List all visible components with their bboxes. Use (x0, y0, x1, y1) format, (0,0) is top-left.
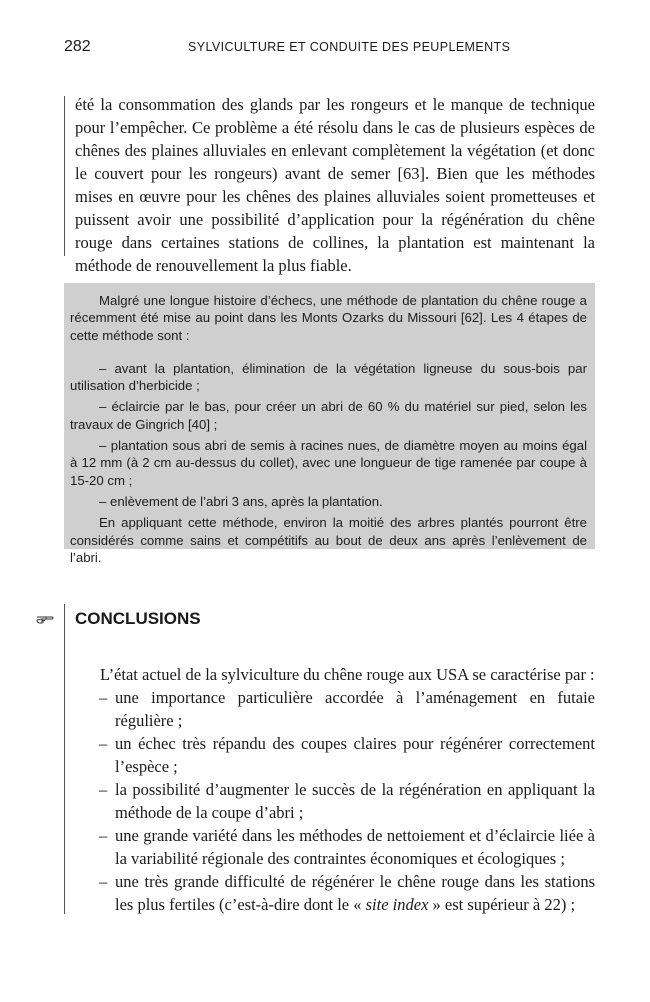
site-index-term: site index (365, 895, 429, 914)
margin-rule (64, 604, 65, 914)
conclusions-list (75, 686, 595, 916)
box-step: – éclaircie par le bas, pour créer un abri de 60 % du matériel sur pied, selon les travaux de Gingrich [40] ; (70, 399, 587, 432)
page-header (64, 38, 594, 58)
running-title: SYLVICULTURE ET CONDUITE DES PEUPLEMENTS (188, 40, 511, 54)
list-item: – une très grande difficulté de régénérer le chêne rouge dans les stations les plus fertiles (c’est-à-dire dont le « site index » est supérieur à 22) ; (99, 872, 595, 914)
box-closing: En appliquant cette méthode, environ la moitié des arbres plantés pourront être considérés comme sains et compétitifs au bout de deux ans après l’enlèvement de l’abri. (70, 515, 587, 565)
intro-paragraph: été la consommation des glands par les rongeurs et le manque de technique pour l’empêcher. Ce problème a été résolu dans le cas de plusieurs espèces de chênes des plaines alluviales en enlevant complètement la végétation (et donc le couvert pour les rongeurs) avant de semer [63]. Bien que les méthodes mises en œuvre pour les chênes des plaines alluviales soient prometteuses et puissent avoir une possibilité d’application pour la régénération du chêne rouge dans certaines stations de collines, la plantation est maintenant la méthode de renouvellement la plus fiable. (75, 95, 595, 275)
box-step: – plantation sous abri de semis à racines nues, de diamètre moyen au moins égal à 12 mm (à 2 cm au-dessus du collet), avec une longueur de tige ramenée par coupe à 15-20 cm ; (70, 438, 587, 488)
margin-rule (64, 96, 65, 256)
list-item: – une grande variété dans les méthodes de nettoiement et d’éclaircie liée à la variabilité régionale des contraintes économiques et écologiques ; (99, 826, 595, 868)
method-box (64, 283, 595, 565)
box-lead: Malgré une longue histoire d’échecs, une méthode de plantation du chêne rouge a récemment été mise au point dans les Monts Ozarks du Missouri [62]. Les 4 étapes de cette méthode sont : (70, 293, 587, 343)
section-heading: CONCLUSIONS (75, 609, 201, 628)
box-step: – avant la plantation, élimination de la végétation ligneuse du sous-bois par utilisation d’herbicide ; (70, 360, 587, 394)
pointing-hand-icon (36, 612, 54, 624)
conclusions-intro: L’état actuel de la sylviculture du chêne rouge aux USA se caractérise par : (100, 665, 595, 684)
list-item: – la possibilité d’augmenter le succès de la régénération en appliquant la méthode de la coupe d’abri ; (99, 780, 595, 822)
page-number: 282 (64, 38, 91, 55)
list-item: – une importance particulière accordée à l’aménagement en futaie régulière ; (99, 688, 595, 730)
box-step: – enlèvement de l’abri 3 ans, après la plantation. (99, 493, 383, 509)
list-item: – un échec très répandu des coupes claires pour régénérer correctement l’espèce ; (99, 734, 595, 776)
conclusions-body (75, 663, 595, 916)
